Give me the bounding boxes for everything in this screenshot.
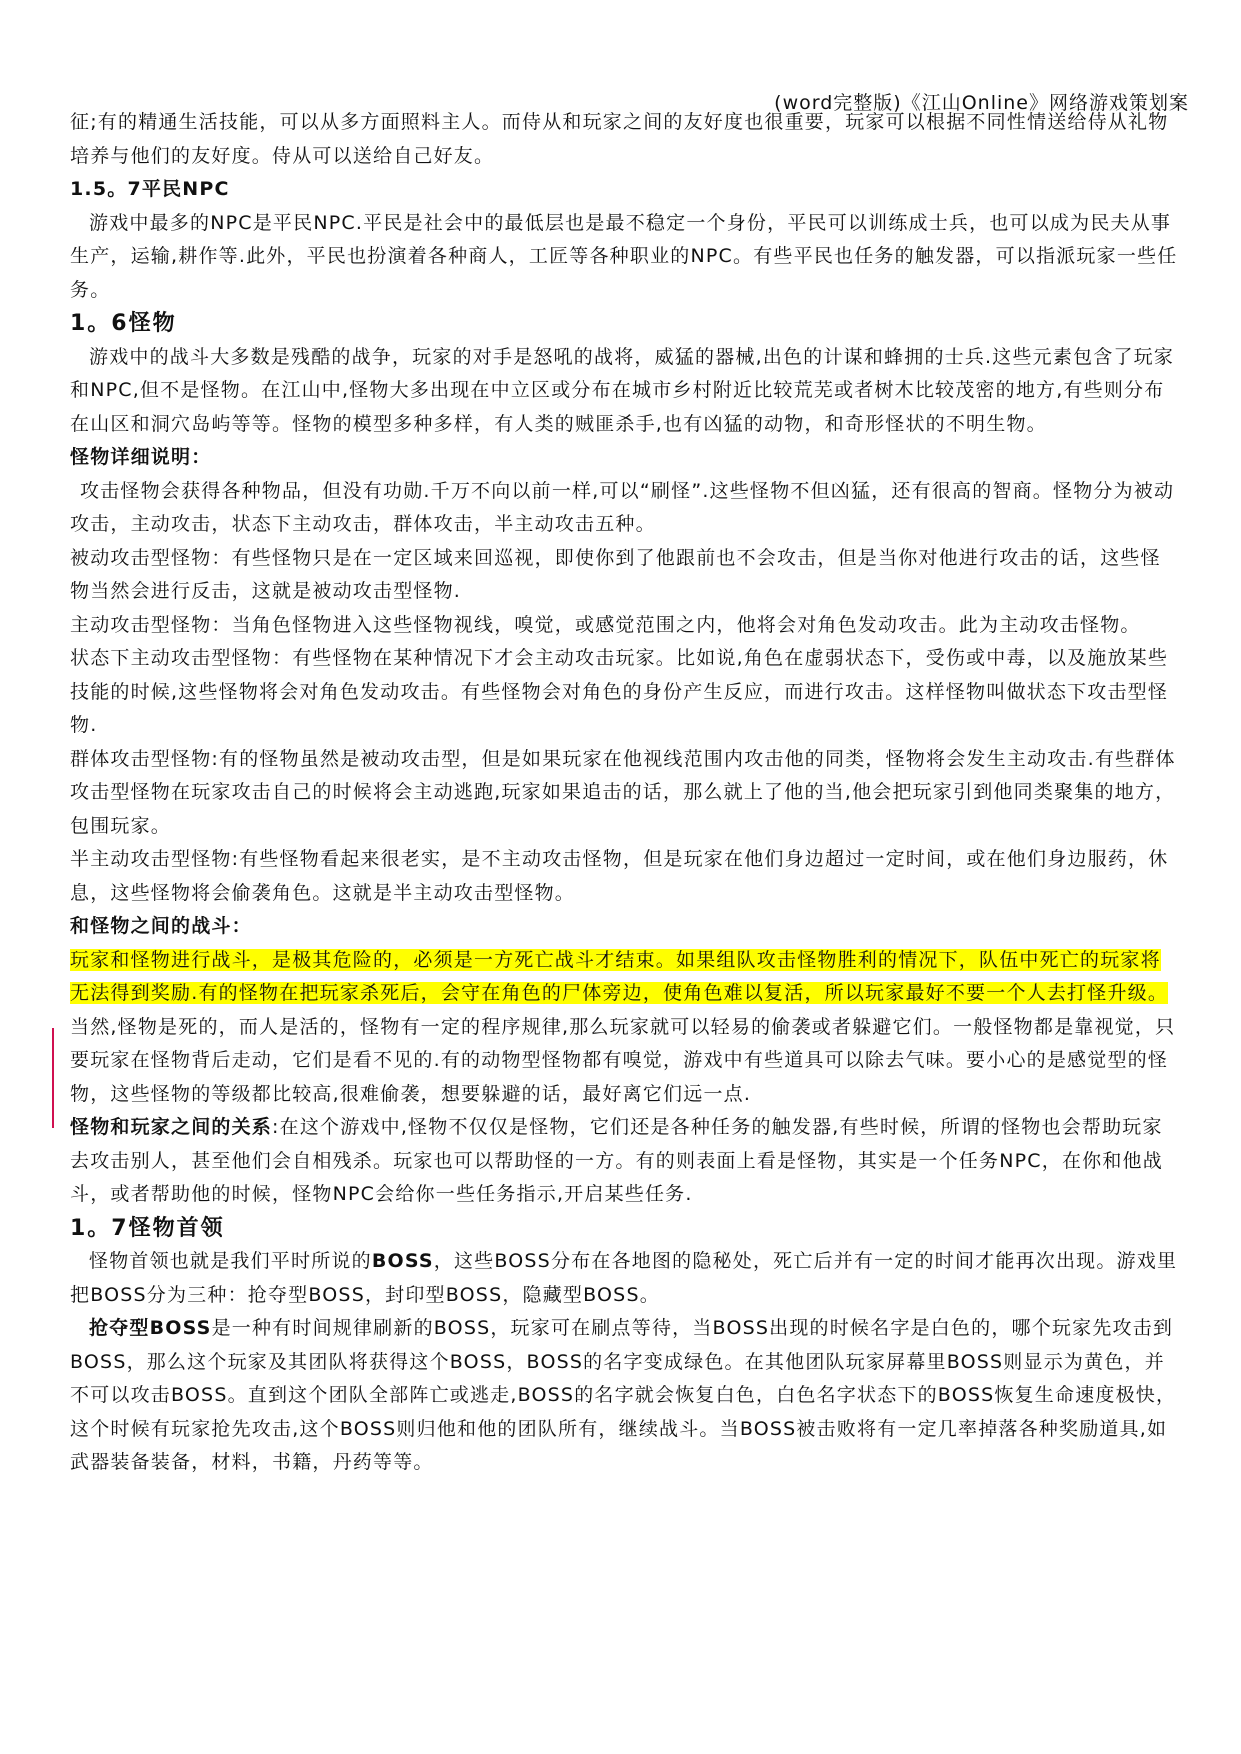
document-header: (word完整版)《江山Online》网络游戏策划案 bbox=[774, 92, 1189, 114]
heading-1-5-7: 1.5。7平民NPC bbox=[70, 178, 230, 200]
paragraph-civilian-npc: 游戏中最多的NPC是平民NPC.平民是社会中的最低层也是最不稳定一个身份，平民可以训练成士兵，也可以成为民夫从事生产，运输,耕作等.此外，平民也扮演着各种商人，工匠等各种职业的NPC。有些平民也任务的触发器，可以指派玩家一些任务。 bbox=[70, 211, 1178, 301]
paragraph-rob-boss bbox=[70, 1312, 1180, 1480]
paragraph-monster-detail: 攻击怪物会获得各种物品，但没有功勋.千万不向以前一样,可以“刷怪”.这些怪物不但凶猛，还有很高的智商。怪物分为被动攻击，主动攻击，状态下主动攻击，群体攻击，半主动攻击五种。 bbox=[70, 479, 1175, 535]
relation-text: :在这个游戏中,怪物不仅仅是怪物，它们还是各种任务的触发器,有些时候，所谓的怪物也会帮助玩家去攻击别人，甚至他们会自相残杀。玩家也可以帮助怪的一方。有的则表面上看是怪物，其实是一个任务NPC，在你和他战斗，或者帮助他的时候，怪物NPC会给你一些任务指示,开启某些任务. bbox=[70, 1116, 1163, 1205]
heading-1-7: 1。7怪物首领 bbox=[70, 1215, 225, 1241]
heading-monster-detail: 怪物详细说明： bbox=[70, 446, 212, 468]
revision-bar bbox=[52, 1028, 54, 1128]
document-body bbox=[70, 88, 1180, 1480]
paragraph-boss-intro bbox=[70, 1245, 1180, 1312]
paragraph-monsters: 游戏中的战斗大多数是残酷的战争，玩家的对手是怒吼的战将，威猛的器械,出色的计谋和蜂拥的士兵.这些元素包含了玩家和NPC,但不是怪物。在江山中,怪物大多出现在中立区或分布在城市乡村附近比较荒芜或者树木比较茂密的地方,有些则分布在山区和洞穴岛屿等等。怪物的模型多种多样，有人类的贼匪杀手,也有凶猛的动物，和奇形怪状的不明生物。 bbox=[70, 345, 1175, 435]
rob-boss-text: 是一种有时间规律刷新的BOSS，玩家可在刷点等待，当BOSS出现的时候名字是白色的，哪个玩家先攻击到BOSS，那么这个玩家及其团队将获得这个BOSS，BOSS的名字变成绿色。在其他团队玩家屏幕里BOSS则显示为黄色，并不可以攻击BOSS。直到这个团队全部阵亡或逃走,BOSS的名字就会恢复白色，白色名字状态下的BOSS恢复生命速度极快，这个时候有玩家抢先攻击,这个BOSS则归他和他的团队所有，继续战斗。当BOSS被击败将有一定几率掉落各种奖励道具,如武器装备装备，材料，书籍，丹药等等。 bbox=[70, 1317, 1177, 1473]
paragraph-group-monster: 群体攻击型怪物:有的怪物虽然是被动攻击型，但是如果玩家在他视线范围内攻击他的同类，怪物将会发生主动攻击.有些群体攻击型怪物在玩家攻击自己的时候将会主动逃跑,玩家如果追击的话，那么就上了他的当,他会把玩家引到他同类聚集的地方，包围玩家。 bbox=[70, 747, 1176, 837]
paragraph-monster-fight bbox=[70, 944, 1180, 1112]
paragraph-active-monster: 主动攻击型怪物：当角色怪物进入这些怪物视线，嗅觉，或感觉范围之内，他将会对角色发动攻击。此为主动攻击怪物。 bbox=[70, 613, 1141, 636]
boss-intro-b: ，这些BOSS分布在各地图的隐秘处，死亡后并有一定的时间才能再次出现。游戏里把BOSS分为三种：抢夺型BOSS，封印型BOSS，隐藏型BOSS。 bbox=[70, 1250, 1178, 1306]
paragraph-state-monster: 状态下主动攻击型怪物：有些怪物在某种情况下才会主动攻击玩家。比如说,角色在虚弱状态下，受伤或中毒，以及施放某些技能的时候,这些怪物将会对角色发动攻击。有些怪物会对角色的身份产生反应，而进行攻击。这样怪物叫做状态下攻击型怪物. bbox=[70, 647, 1169, 736]
heading-1-6: 1。6怪物 bbox=[70, 311, 177, 336]
highlighted-text: 玩家和怪物进行战斗，是极其危险的，必须是一方死亡战斗才结束。如果组队攻击怪物胜利的情况下，队伍中死亡的玩家将无法得到奖励.有的怪物在把玩家杀死后，会守在角色的尸体旁边，使角色难以复活，所以玩家最好不要一个人去打怪升级。 bbox=[70, 948, 1169, 1004]
rob-boss-label: 抢夺型BOSS bbox=[89, 1317, 212, 1339]
paragraph-intro: 征;有的精通生活技能，可以从多方面照料主人。而侍从和玩家之间的友好度也很重要，玩家可以根据不同性情送给侍从礼物培养与他们的友好度。侍从可以送给自己好友。 bbox=[70, 111, 1169, 167]
paragraph-fight-rest: 当然,怪物是死的，而人是活的，怪物有一定的程序规律,那么玩家就可以轻易的偷袭或者躲避它们。一般怪物都是靠视觉，只要玩家在怪物背后走动，它们是看不见的.有的动物型怪物都有嗅觉，游戏中有些道具可以除去气味。要小心的是感觉型的怪物，这些怪物的等级都比较高,很难偷袭，想要躲避的话，最好离它们远一点. bbox=[70, 1015, 1176, 1105]
paragraph-passive-monster: 被动攻击型怪物：有些怪物只是在一定区域来回巡视，即使你到了他跟前也不会攻击，但是当你对他进行攻击的话，这些怪物当然会进行反击，这就是被动攻击型怪物. bbox=[70, 546, 1161, 602]
relation-label: 怪物和玩家之间的关系 bbox=[70, 1116, 273, 1138]
heading-monster-fight: 和怪物之间的战斗： bbox=[70, 915, 252, 937]
paragraph-relation bbox=[70, 1111, 1180, 1212]
paragraph-semi-active-monster: 半主动攻击型怪物:有些怪物看起来很老实，是不主动攻击怪物，但是玩家在他们身边超过一定时间，或在他们身边服药，休息，这些怪物将会偷袭角色。这就是半主动攻击型怪物。 bbox=[70, 848, 1169, 904]
boss-term: BOSS bbox=[371, 1250, 434, 1272]
boss-intro-a: 怪物首领也就是我们平时所说的 bbox=[89, 1250, 372, 1272]
